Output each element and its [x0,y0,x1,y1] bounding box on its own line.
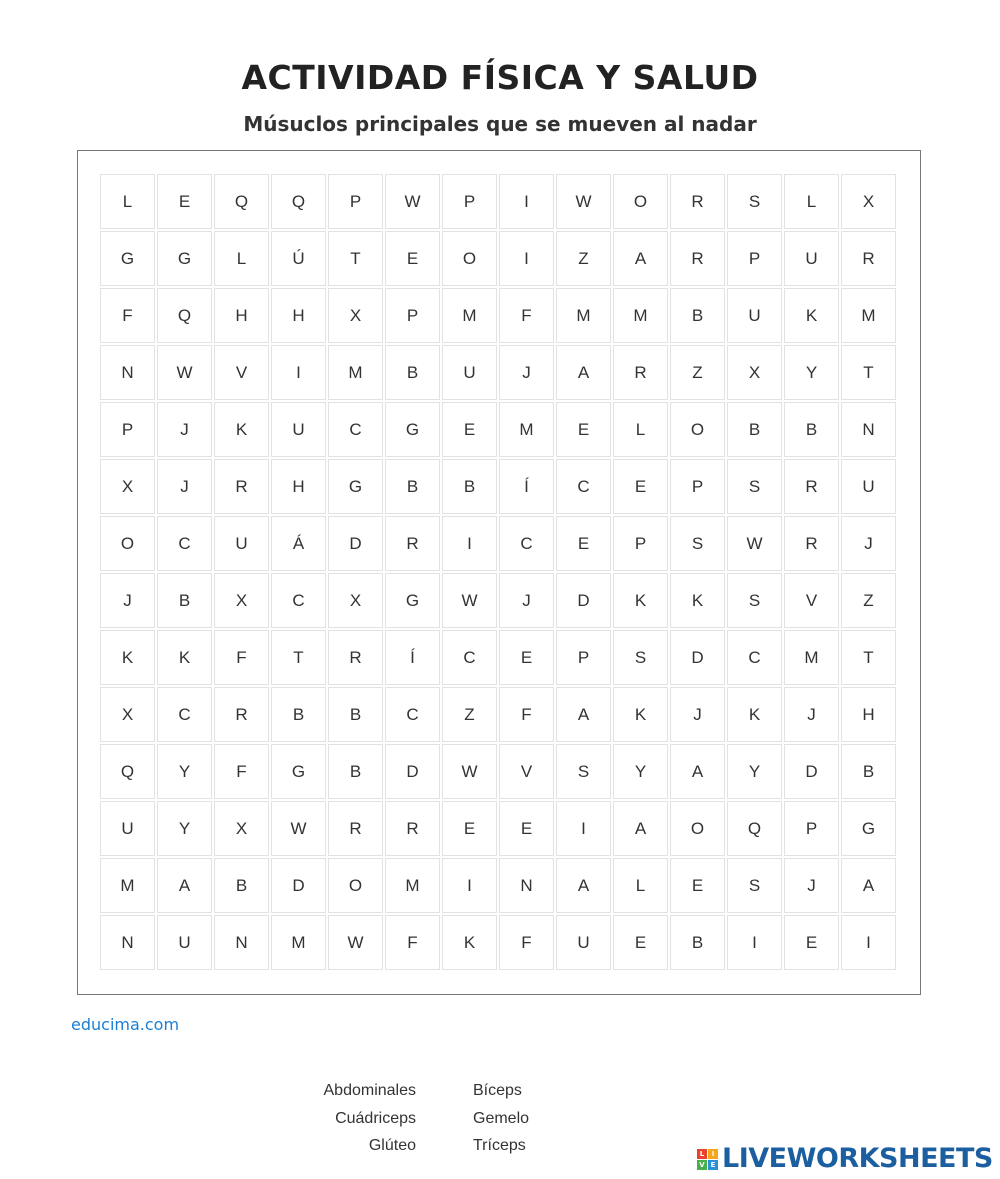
grid-cell[interactable]: Q [727,801,782,856]
word-list-left [290,1077,416,1160]
grid-cell[interactable]: I [442,516,497,571]
grid-cell[interactable]: C [499,516,554,571]
grid-cell[interactable]: F [499,915,554,970]
grid-cell[interactable]: E [499,630,554,685]
logo-square: L [697,1149,707,1159]
grid-cell[interactable]: Ú [271,231,326,286]
grid-cell[interactable]: Q [271,174,326,229]
grid-cell[interactable]: Í [499,459,554,514]
grid-cell[interactable]: B [328,687,383,742]
grid-cell[interactable]: C [157,687,212,742]
grid-cell[interactable]: B [784,402,839,457]
grid-cell[interactable]: Y [727,744,782,799]
grid-cell[interactable]: G [271,744,326,799]
grid-cell[interactable]: W [442,744,497,799]
grid-cell[interactable]: G [385,402,440,457]
grid-cell[interactable]: O [100,516,155,571]
grid-cell[interactable]: M [499,402,554,457]
grid-cell[interactable]: U [157,915,212,970]
grid-cell[interactable]: B [157,573,212,628]
liveworksheets-logo [697,1140,993,1176]
grid-cell[interactable]: F [214,744,269,799]
grid-cell[interactable]: B [385,345,440,400]
grid-cell[interactable]: R [385,516,440,571]
logo-square: E [708,1160,718,1170]
word-item: Tríceps [473,1137,526,1154]
grid-cell[interactable]: Í [385,630,440,685]
grid-cell[interactable]: R [784,459,839,514]
grid-cell[interactable]: A [841,858,896,913]
grid-cell[interactable]: E [556,402,611,457]
grid-cell[interactable]: H [214,288,269,343]
grid-cell[interactable]: D [385,744,440,799]
grid-cell[interactable]: W [442,573,497,628]
grid-cell[interactable]: P [385,288,440,343]
grid-cell[interactable]: B [442,459,497,514]
grid-cell[interactable]: K [157,630,212,685]
grid-cell[interactable]: K [613,573,668,628]
grid-cell[interactable]: C [442,630,497,685]
grid-cell[interactable]: X [100,459,155,514]
grid-cell[interactable]: E [442,402,497,457]
grid-cell[interactable]: F [100,288,155,343]
grid-cell[interactable]: T [841,345,896,400]
grid-cell[interactable]: X [328,573,383,628]
grid-cell[interactable]: I [727,915,782,970]
logo-squares-icon [697,1149,718,1170]
grid-cell[interactable]: O [670,402,725,457]
grid-cell[interactable]: T [841,630,896,685]
grid-cell[interactable]: S [727,174,782,229]
grid-cell[interactable]: N [100,915,155,970]
grid-cell[interactable]: C [727,630,782,685]
grid-cell[interactable]: R [328,630,383,685]
word-item: Glúteo [368,1137,416,1154]
grid-cell[interactable]: L [100,174,155,229]
grid-cell[interactable]: G [385,573,440,628]
grid-cell[interactable]: Q [214,174,269,229]
grid-cell[interactable]: D [670,630,725,685]
grid-cell[interactable]: M [841,288,896,343]
grid-cell[interactable]: E [556,516,611,571]
grid-cell[interactable]: Z [442,687,497,742]
grid-cell[interactable]: R [841,231,896,286]
grid-cell[interactable]: G [841,801,896,856]
word-search-grid [100,174,896,970]
grid-cell[interactable]: W [727,516,782,571]
grid-cell[interactable]: M [613,288,668,343]
grid-cell[interactable]: O [442,231,497,286]
grid-cell[interactable]: H [271,288,326,343]
grid-cell[interactable]: B [670,915,725,970]
grid-cell[interactable]: A [556,858,611,913]
grid-cell[interactable]: E [613,459,668,514]
grid-cell[interactable]: I [499,231,554,286]
grid-cell[interactable]: R [670,174,725,229]
grid-cell[interactable]: A [670,744,725,799]
grid-cell[interactable]: B [670,288,725,343]
grid-cell[interactable]: P [613,516,668,571]
grid-cell[interactable]: E [499,801,554,856]
grid-cell[interactable]: H [271,459,326,514]
grid-cell[interactable]: M [784,630,839,685]
grid-cell[interactable]: U [442,345,497,400]
word-item: Cuádriceps [335,1109,416,1127]
grid-cell[interactable]: Z [670,345,725,400]
grid-cell[interactable]: N [841,402,896,457]
grid-cell[interactable]: Q [100,744,155,799]
grid-cell[interactable]: G [157,231,212,286]
grid-cell[interactable]: Z [556,231,611,286]
grid-cell[interactable]: M [271,915,326,970]
grid-cell[interactable]: L [613,858,668,913]
grid-cell[interactable]: M [442,288,497,343]
grid-cell[interactable]: S [670,516,725,571]
grid-cell[interactable]: T [328,231,383,286]
grid-cell[interactable]: M [556,288,611,343]
grid-cell[interactable]: A [556,687,611,742]
grid-cell[interactable]: T [271,630,326,685]
grid-cell[interactable]: E [442,801,497,856]
grid-cell[interactable]: A [613,231,668,286]
grid-cell[interactable]: B [271,687,326,742]
grid-cell[interactable]: S [727,459,782,514]
grid-cell[interactable]: J [499,573,554,628]
grid-cell[interactable]: O [328,858,383,913]
logo-square: I [708,1149,718,1159]
grid-cell[interactable]: I [442,858,497,913]
grid-cell[interactable]: G [100,231,155,286]
grid-cell[interactable]: X [214,573,269,628]
grid-cell[interactable]: C [271,573,326,628]
grid-cell[interactable]: M [385,858,440,913]
grid-cell[interactable]: N [100,345,155,400]
grid-cell[interactable]: R [670,231,725,286]
grid-cell[interactable]: X [841,174,896,229]
grid-cell[interactable]: P [442,174,497,229]
grid-cell[interactable]: P [670,459,725,514]
grid-cell[interactable]: U [271,402,326,457]
grid-cell[interactable]: O [670,801,725,856]
grid-cell[interactable]: N [214,915,269,970]
grid-cell[interactable]: W [157,345,212,400]
grid-cell[interactable]: D [271,858,326,913]
grid-cell[interactable]: J [670,687,725,742]
grid-cell[interactable]: C [328,402,383,457]
grid-cell[interactable]: X [100,687,155,742]
grid-cell[interactable]: I [841,915,896,970]
page-title: ACTIVIDAD FÍSICA Y SALUD [241,58,759,97]
page-subtitle: Músuclos principales que se mueven al nadar [243,112,757,136]
grid-cell[interactable]: B [727,402,782,457]
grid-cell[interactable]: W [385,174,440,229]
grid-cell[interactable]: K [670,573,725,628]
grid-cell[interactable]: J [841,516,896,571]
grid-cell[interactable]: B [841,744,896,799]
grid-cell[interactable]: K [100,630,155,685]
grid-cell[interactable]: Q [157,288,212,343]
source-link[interactable]: educima.com [71,1015,180,1034]
grid-cell[interactable]: M [100,858,155,913]
grid-cell[interactable]: I [271,345,326,400]
grid-cell[interactable]: D [784,744,839,799]
grid-cell[interactable]: W [271,801,326,856]
grid-cell[interactable]: L [613,402,668,457]
grid-cell[interactable]: X [214,801,269,856]
grid-cell[interactable]: U [214,516,269,571]
grid-cell[interactable]: V [214,345,269,400]
grid-cell[interactable]: P [727,231,782,286]
grid-cell[interactable]: K [442,915,497,970]
grid-cell[interactable]: R [214,687,269,742]
grid-cell[interactable]: F [385,915,440,970]
grid-cell[interactable]: J [784,858,839,913]
grid-cell[interactable]: K [214,402,269,457]
grid-cell[interactable]: I [499,174,554,229]
grid-cell[interactable]: J [784,687,839,742]
logo-text: LIVEWORKSHEETS [722,1142,993,1174]
grid-cell[interactable]: F [499,288,554,343]
grid-cell[interactable]: G [328,459,383,514]
grid-cell[interactable]: R [328,801,383,856]
word-list-right [473,1077,623,1160]
grid-cell[interactable]: S [613,630,668,685]
grid-cell[interactable]: E [385,231,440,286]
grid-cell[interactable]: F [214,630,269,685]
grid-cell[interactable]: Á [271,516,326,571]
grid-cell[interactable]: N [499,858,554,913]
grid-cell[interactable]: P [556,630,611,685]
grid-cell[interactable]: U [841,459,896,514]
grid-cell[interactable]: D [328,516,383,571]
grid-cell[interactable]: R [613,345,668,400]
grid-cell[interactable]: A [157,858,212,913]
grid-cell[interactable]: A [556,345,611,400]
grid-cell[interactable]: Y [157,744,212,799]
grid-cell[interactable]: L [214,231,269,286]
grid-cell[interactable]: U [100,801,155,856]
grid-cell[interactable]: S [727,573,782,628]
grid-cell[interactable]: E [157,174,212,229]
grid-cell[interactable]: U [784,231,839,286]
grid-cell[interactable]: B [385,459,440,514]
grid-cell[interactable]: W [556,174,611,229]
grid-cell[interactable]: P [100,402,155,457]
grid-cell[interactable]: S [556,744,611,799]
grid-cell[interactable]: P [784,801,839,856]
grid-cell[interactable]: W [328,915,383,970]
grid-cell[interactable]: M [328,345,383,400]
grid-cell[interactable]: U [727,288,782,343]
grid-cell[interactable]: P [328,174,383,229]
grid-cell[interactable]: R [385,801,440,856]
grid-cell[interactable]: E [670,858,725,913]
word-item: Bíceps [473,1082,522,1099]
grid-cell[interactable]: J [499,345,554,400]
grid-cell[interactable]: C [556,459,611,514]
grid-cell[interactable]: E [613,915,668,970]
grid-cell[interactable]: U [556,915,611,970]
grid-cell[interactable]: B [214,858,269,913]
grid-cell[interactable]: C [157,516,212,571]
grid-cell[interactable]: C [385,687,440,742]
grid-cell[interactable]: J [100,573,155,628]
grid-cell[interactable]: B [328,744,383,799]
word-item: Gemelo [473,1109,530,1127]
grid-cell[interactable]: L [784,174,839,229]
grid-cell[interactable]: K [613,687,668,742]
grid-cell[interactable]: F [499,687,554,742]
grid-cell[interactable]: V [784,573,839,628]
grid-cell[interactable]: X [328,288,383,343]
grid-cell[interactable]: V [499,744,554,799]
grid-cell[interactable]: Y [613,744,668,799]
grid-cell[interactable]: S [727,858,782,913]
grid-cell[interactable]: H [841,687,896,742]
grid-cell[interactable]: J [157,402,212,457]
grid-cell[interactable]: A [613,801,668,856]
grid-cell[interactable]: Y [157,801,212,856]
word-item: Abdominales [323,1082,416,1099]
grid-cell[interactable]: E [784,915,839,970]
grid-cell[interactable]: Z [841,573,896,628]
grid-cell[interactable]: X [727,345,782,400]
grid-cell[interactable]: K [784,288,839,343]
logo-square: V [697,1160,707,1170]
grid-cell[interactable]: K [727,687,782,742]
grid-cell[interactable]: J [157,459,212,514]
grid-cell[interactable]: D [556,573,611,628]
grid-cell[interactable]: Y [784,345,839,400]
grid-cell[interactable]: R [214,459,269,514]
grid-cell[interactable]: I [556,801,611,856]
grid-cell[interactable]: R [784,516,839,571]
grid-cell[interactable]: O [613,174,668,229]
